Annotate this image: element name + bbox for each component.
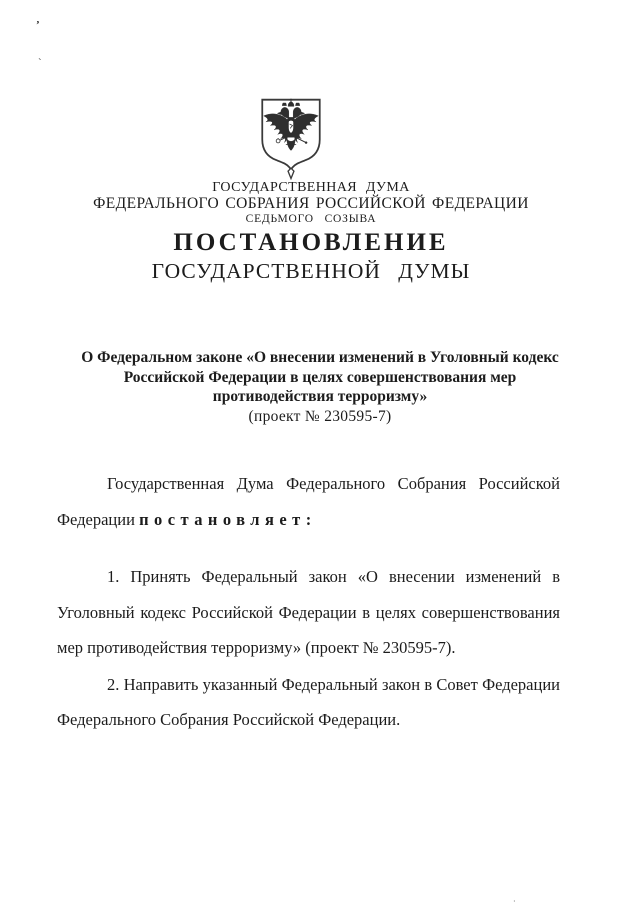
- resolution-item-2: 2. Направить указанный Федеральный закон в Совет Федерации Федерального Собрания Российской Федерации.: [57, 674, 560, 729]
- shield-tail: [288, 168, 294, 178]
- resolution-subject-title: [0, 348, 640, 426]
- resolution-body: [0, 466, 640, 738]
- subject-line: противодействия терроризму»: [212, 388, 428, 405]
- intro-text: Государственная Дума Федерального Собрания Российской Федерации: [57, 474, 560, 529]
- convocation-line: СЕДЬМОГО СОЗЫВА: [245, 213, 377, 225]
- document-issuer-heading: ГОСУДАРСТВЕННОЙ ДУМЫ: [151, 259, 471, 283]
- intro-paragraph: [57, 466, 560, 537]
- letterhead: [0, 0, 640, 284]
- project-number-line: (проект № 230595-7): [248, 407, 392, 425]
- resolves-verb: постановляет:: [139, 509, 317, 529]
- org-name-line-1: ГОСУДАРСТВЕННАЯ ДУМА: [212, 180, 410, 195]
- document-type-heading: ПОСТАНОВЛЕНИЕ: [173, 229, 449, 256]
- scan-artifact-mark: ’: [36, 19, 40, 31]
- scan-artifact-mark: `: [38, 57, 42, 69]
- russia-coat-of-arms-icon: [253, 96, 329, 180]
- scan-artifact-speck: ·: [513, 897, 516, 905]
- resolution-item-1: 1. Принять Федеральный закон «О внесении изменений в Уголовный кодекс Российской Федерации в целях совершенствования мер противодействия терроризму» (проект № 230595-7).: [57, 567, 560, 657]
- subject-line: Российской Федерации в целях совершенствования мер: [123, 368, 517, 386]
- subject-line: О Федеральном законе «О внесении изменений в Уголовный кодекс: [81, 349, 559, 366]
- org-name-line-2: ФЕДЕРАЛЬНОГО СОБРАНИЯ РОССИЙСКОЙ ФЕДЕРАЦИИ: [93, 195, 529, 212]
- emblem-container: [0, 96, 622, 180]
